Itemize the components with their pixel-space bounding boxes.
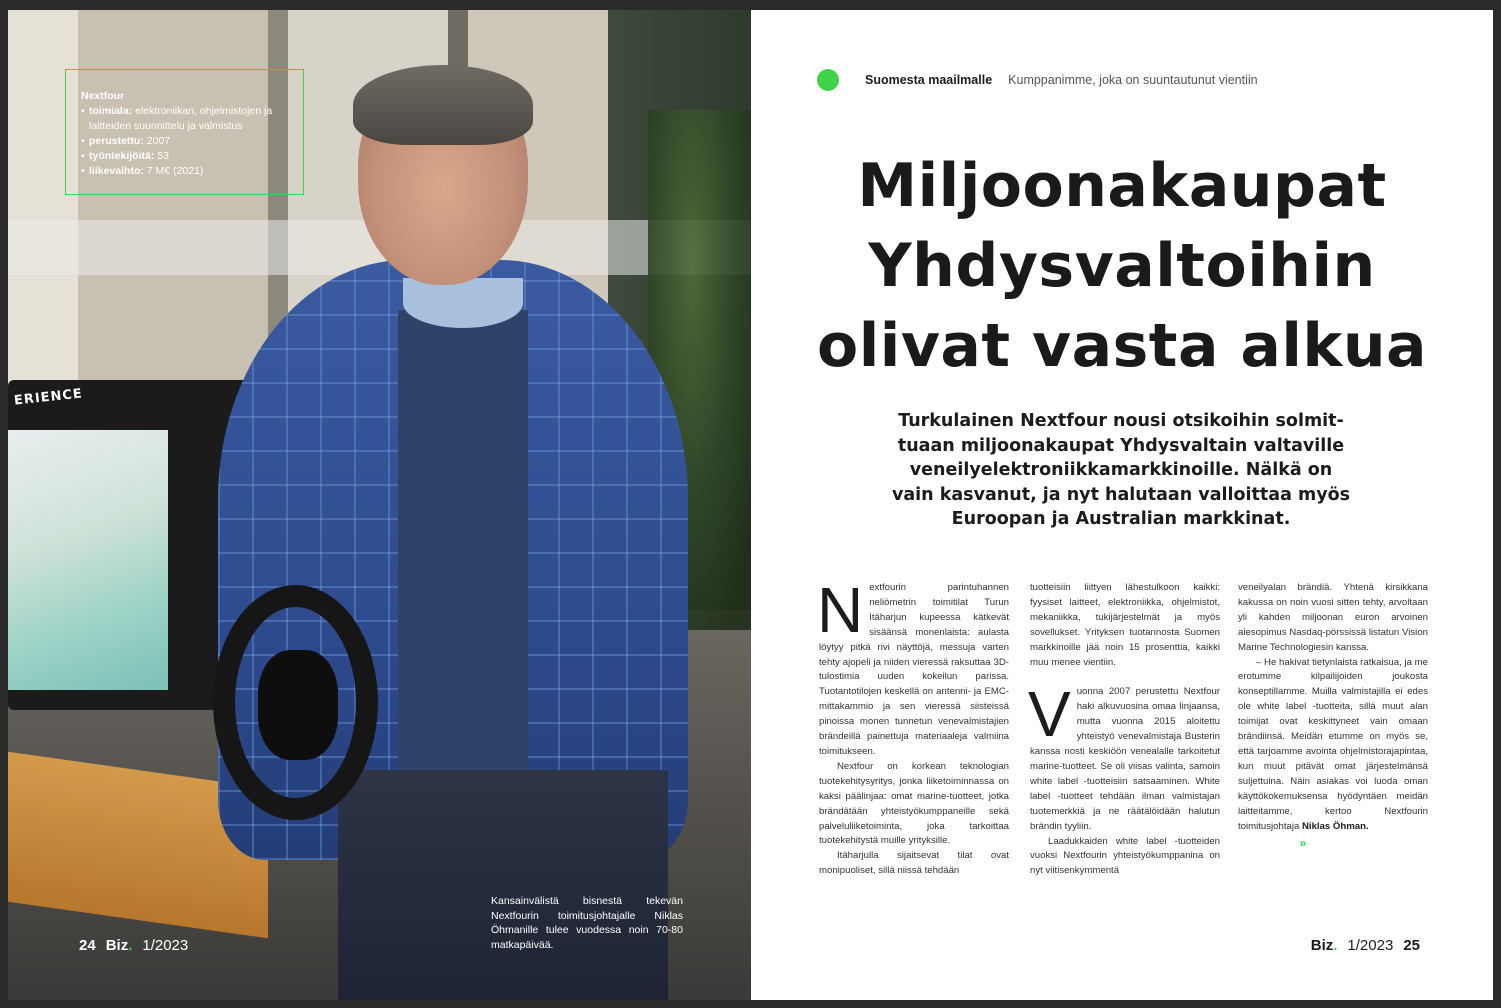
factbox-list — [81, 104, 289, 179]
body-column-1 — [817, 574, 1009, 879]
left-folio — [79, 937, 188, 954]
factbox-label: työntekijöitä: — [89, 150, 155, 162]
body-column-3 — [1238, 581, 1428, 851]
drop-cap: V — [1028, 678, 1071, 751]
issue-number: 1/2023 — [142, 937, 189, 954]
lead-line: Euroopan ja Australian markkinat. — [951, 509, 1291, 529]
factbox-title: Nextfour — [81, 90, 125, 102]
section-subtitle: Kumppanimme, joka on suuntautunut vientiin — [1008, 73, 1258, 87]
kiosk-label: ERIENCE — [13, 386, 84, 409]
lead-line: tuaan miljoonakaupat Yhdysvaltain valtaville — [897, 435, 1345, 456]
body-paragraph: Nextfour on korkean teknologian tuotekehitysyritys, jonka liiketoiminnassa on kaksi päälinjaa: omat marine-tuotteet, jotka brändätään yhteistyökumppaneille sekä palveluliiketoiminta, joka tarkoittaa tuotekehitystä muille yrityksille. — [819, 760, 1009, 847]
headline-line: Miljoonakaupat — [857, 151, 1387, 221]
section-kicker — [817, 69, 1258, 91]
right-folio — [1311, 937, 1420, 954]
lead-line: Turkulainen Nextfour nousi otsikoihin solmit- — [898, 411, 1344, 431]
left-page-photo — [8, 10, 751, 1000]
person-sweater — [398, 310, 528, 790]
issue-number: 1/2023 — [1347, 937, 1394, 954]
factbox-item — [81, 104, 289, 134]
article-lead — [871, 409, 1371, 532]
section-name: Suomesta maailmalle — [865, 73, 993, 87]
company-factbox — [65, 69, 304, 195]
body-paragraph: Itäharjulla sijaitsevat tilat ovat monipuoliset, sillä niissä tehdään — [819, 850, 1009, 877]
body-paragraph: Vuonna 2007 perustettu Nextfour haki alkuvuosina omaa linjaansa, mutta vuonna 2015 aloitettu yhteistyö venevalmistaja Busterin kanssa nosti keskiöön venealalle tarkoitetut marine-tuotteet. Se oli viisas valinta, samoin white label -tuotteisiin satsaaminen. White label -tuotteet tehdään ilman valmistajan tuotemerkkiä ja ne räätälöidään halutun brändin tyyliin. — [1028, 678, 1220, 832]
person-hair — [353, 65, 533, 145]
factbox-value: 7 M€ (2021) — [146, 165, 204, 177]
page-number: 24 — [79, 937, 96, 954]
page-number: 25 — [1403, 937, 1420, 954]
magazine-logo: Biz. — [1310, 937, 1338, 954]
factbox-label: liikevaihto: — [89, 165, 144, 177]
lead-line: veneilyelektroniikkamarkkinoille. Nälkä on — [909, 460, 1333, 480]
factbox-item — [81, 164, 289, 179]
ceo-name: Niklas Öhman. — [1302, 820, 1369, 832]
continue-arrow-icon: » — [1299, 836, 1307, 851]
person-collar — [403, 278, 523, 328]
lead-line: vain kasvanut, ja nyt halutaan valloittaa myös — [891, 484, 1351, 505]
article-headline — [751, 146, 1493, 386]
steering-wheel-hub — [258, 650, 338, 760]
body-paragraph: tuotteisiin liittyen lähestulkoon kaikki: fyysiset laitteet, elektroniikka, ohjelmistot, mekaniikka, tukijärjestelmät ja myös sovellukset. Yrityksen tuotannosta Suomen markkinoille jää noin 15 prosenttia, kaikki muu menee vientiin. — [1030, 582, 1220, 668]
body-paragraph: veneilyalan brändiä. Yhtenä kirsikkana kakussa on noin vuosi sitten tehty, arvoltaan yli kahden miljoonan euron arvoinen aiesopimus Nasdaq-pörssissä listatun Vision Marine Technologiesin kanssa. — [1238, 582, 1428, 653]
body-paragraph: Laadukkaiden white label -tuotteiden vuoksi Nextfourin yhteistyökumppanina on nyt viitisenkymmentä — [1030, 835, 1220, 877]
body-column-2 — [1030, 581, 1220, 879]
photo-caption: Kansainvälistä bisnestä tekevän Nextfourin toimitusjohtajalle Niklas Öhmanille tulee vuodessa noin 70-80 matkapäivää. — [491, 895, 683, 951]
magazine-logo: Biz. — [105, 937, 133, 954]
factbox-item — [81, 149, 289, 164]
factbox-item — [81, 134, 289, 149]
drop-cap: N — [817, 574, 864, 646]
kiosk-map-screen — [8, 430, 168, 690]
headline-line: Yhdysvaltoihin — [868, 231, 1376, 301]
factbox-value: elektroniikan, ohjelmistojen ja laitteiden suunnittelu ja valmistus — [89, 105, 273, 132]
factbox-value: 2007 — [146, 135, 171, 147]
green-dot-icon — [817, 69, 839, 91]
factbox-value: 53 — [157, 150, 169, 162]
body-paragraph: Nextfourin parintuhannen neliömetrin toimitilat Turun Itäharjun kupeessa kätkevät sisäänsä monenlaista: aulasta löytyy pitkä rivi näyttöjä, messuja varten tehty ajopeli ja niiden vieressä raksuttaa 3D-tulostimia uuden kokeilun parissa. Tuotantotilojen keskellä on antenni- ja EMC-mittakammio ja sen vieressä siisteissä pinoissa monen tunnetun venevalmistajien brändeillä painettuja materiaaleja valmiina toimitukseen. — [817, 574, 1009, 757]
factbox-label: toimiala: — [89, 105, 133, 117]
factbox-label: perustettu: — [89, 135, 144, 147]
body-paragraph: – He hakivat tietynlaista ratkaisua, ja me erotumme kilpailijoiden joukosta konseptillamme. Muilla valmistajilla ei edes ole white label -tuotteita, sillä muut alan toimijat ovat keskittyneet vain omaan brändiinsä. Meidän etumme on myös se, että tarjoamme avointa ohjelmistorajapintaa, kun muut pitävät omat järjestelmänsä suljettuina. Näin asiakas voi luoda oman käyttökokemuksensa hyödyntäen meidän laitteitamme, kertoo Nextfourin toimitusjohtaja Niklas Öhman. — [1238, 656, 1428, 832]
person-jeans — [338, 770, 668, 1000]
right-page-article — [751, 10, 1493, 1000]
headline-line: olivat vasta alkua — [816, 311, 1428, 381]
